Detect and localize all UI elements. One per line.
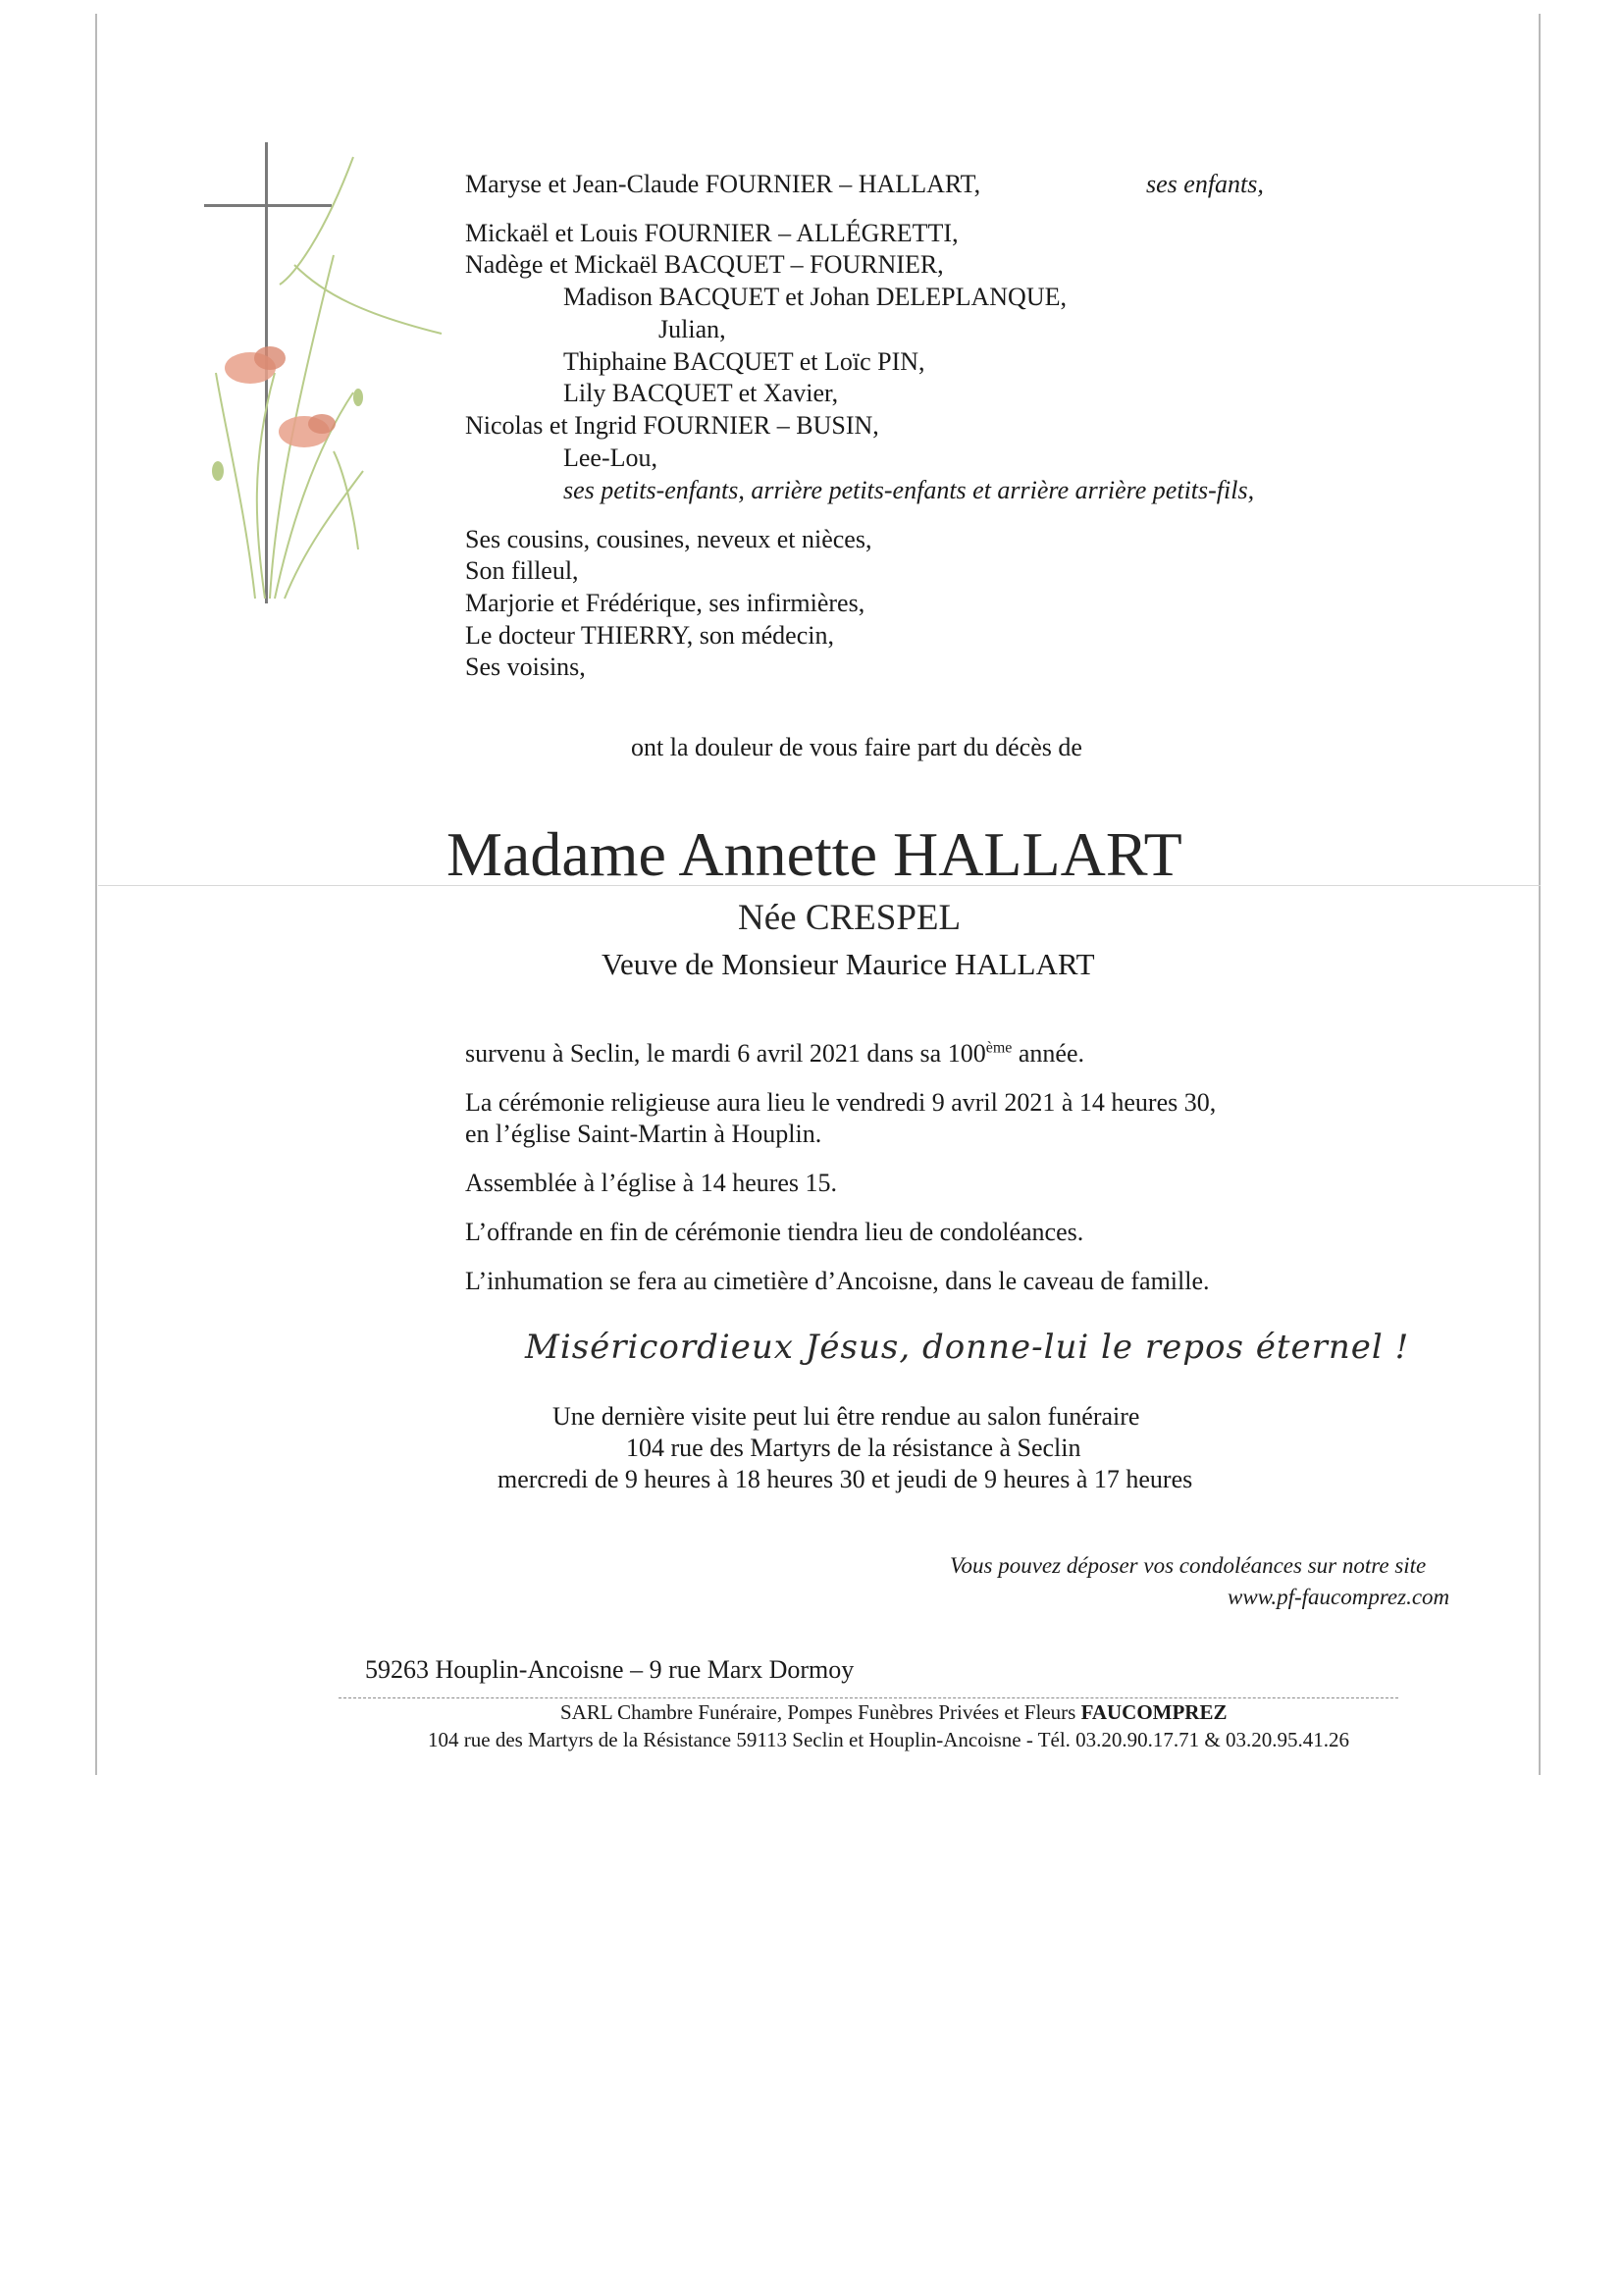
widow-line: Veuve de Monsieur Maurice HALLART bbox=[602, 947, 1095, 981]
descendant-line: Mickaël et Louis FOURNIER – ALLÉGRETTI, bbox=[465, 219, 959, 247]
maiden-name: Née CRESPEL bbox=[738, 898, 962, 938]
deceased-name: Madame Annette HALLART bbox=[446, 819, 1182, 889]
other-relative-line: Son filleul, bbox=[465, 556, 579, 585]
offering-line: L’offrande en fin de cérémonie tiendra lieu de condoléances. bbox=[465, 1218, 1084, 1246]
descendants-role: ses petits-enfants, arrière petits-enfants et arrière arrière petits-fils, bbox=[563, 476, 1255, 504]
ceremony-line: en l’église Saint-Martin à Houplin. bbox=[465, 1120, 822, 1148]
descendant-line: Thiphaine BACQUET et Loïc PIN, bbox=[563, 347, 925, 376]
children-names: Maryse et Jean-Claude FOURNIER – HALLART, bbox=[465, 170, 981, 198]
death-notice-end: année. bbox=[1012, 1039, 1084, 1068]
footer-address: 104 rue des Martyrs de la Résistance 59113 Seclin et Houplin-Ancoisne - Tél. 03.20.90.17.71 & 03.20.95.41.26 bbox=[428, 1728, 1350, 1751]
other-relative-line: Le docteur THIERRY, son médecin, bbox=[465, 621, 834, 650]
assembly-line: Assemblée à l’église à 14 heures 15. bbox=[465, 1169, 838, 1197]
family-address: 59263 Houplin-Ancoisne – 9 rue Marx Dormoy bbox=[365, 1655, 855, 1684]
descendant-line: Nadège et Mickaël BACQUET – FOURNIER, bbox=[465, 250, 944, 279]
other-relative-line: Ses voisins, bbox=[465, 652, 586, 681]
footer-company-line bbox=[560, 1699, 1228, 1725]
left-border-line bbox=[95, 14, 97, 1775]
death-notice-text: survenu à Seclin, le mardi 6 avril 2021 dans sa 100 bbox=[465, 1039, 986, 1068]
visit-line: Une dernière visite peut lui être rendue au salon funéraire bbox=[552, 1402, 1140, 1431]
cross-flowers-illustration bbox=[196, 137, 471, 628]
other-relative-line: Ses cousins, cousines, neveux et nièces, bbox=[465, 525, 872, 553]
prayer-line: Miséricordieux Jésus, donne-lui le repos éternel ! bbox=[525, 1328, 1410, 1367]
descendant-line: Julian, bbox=[658, 315, 726, 343]
right-border-line bbox=[1539, 14, 1541, 1775]
death-notice-line bbox=[465, 1038, 1084, 1070]
ordinal-suffix: ème bbox=[985, 1039, 1013, 1057]
visit-line: mercredi de 9 heures à 18 heures 30 et jeudi de 9 heures à 17 heures bbox=[497, 1465, 1193, 1493]
website-link[interactable]: www.pf-faucomprez.com bbox=[1228, 1585, 1450, 1609]
descendant-line: Lee-Lou, bbox=[563, 444, 658, 472]
online-condolences-text: Vous pouvez déposer vos condoléances sur notre site bbox=[950, 1553, 1427, 1578]
announcement-text: ont la douleur de vous faire part du décès de bbox=[631, 733, 1082, 761]
children-role: ses enfants, bbox=[1146, 170, 1264, 198]
descendant-line: Lily BACQUET et Xavier, bbox=[563, 379, 839, 407]
visit-line: 104 rue des Martyrs de la résistance à Seclin bbox=[626, 1434, 1081, 1462]
descendant-line: Madison BACQUET et Johan DELEPLANQUE, bbox=[563, 283, 1067, 311]
descendant-line: Nicolas et Ingrid FOURNIER – BUSIN, bbox=[465, 411, 879, 440]
other-relative-line: Marjorie et Frédérique, ses infirmières, bbox=[465, 589, 865, 617]
footer-company-name: FAUCOMPREZ bbox=[1080, 1700, 1228, 1724]
ceremony-line: La cérémonie religieuse aura lieu le vendredi 9 avril 2021 à 14 heures 30, bbox=[465, 1088, 1217, 1117]
burial-line: L’inhumation se fera au cimetière d’Ancoisne, dans le caveau de famille. bbox=[465, 1267, 1210, 1295]
footer-company-text: SARL Chambre Funéraire, Pompes Funèbres Privées et Fleurs bbox=[560, 1700, 1081, 1724]
